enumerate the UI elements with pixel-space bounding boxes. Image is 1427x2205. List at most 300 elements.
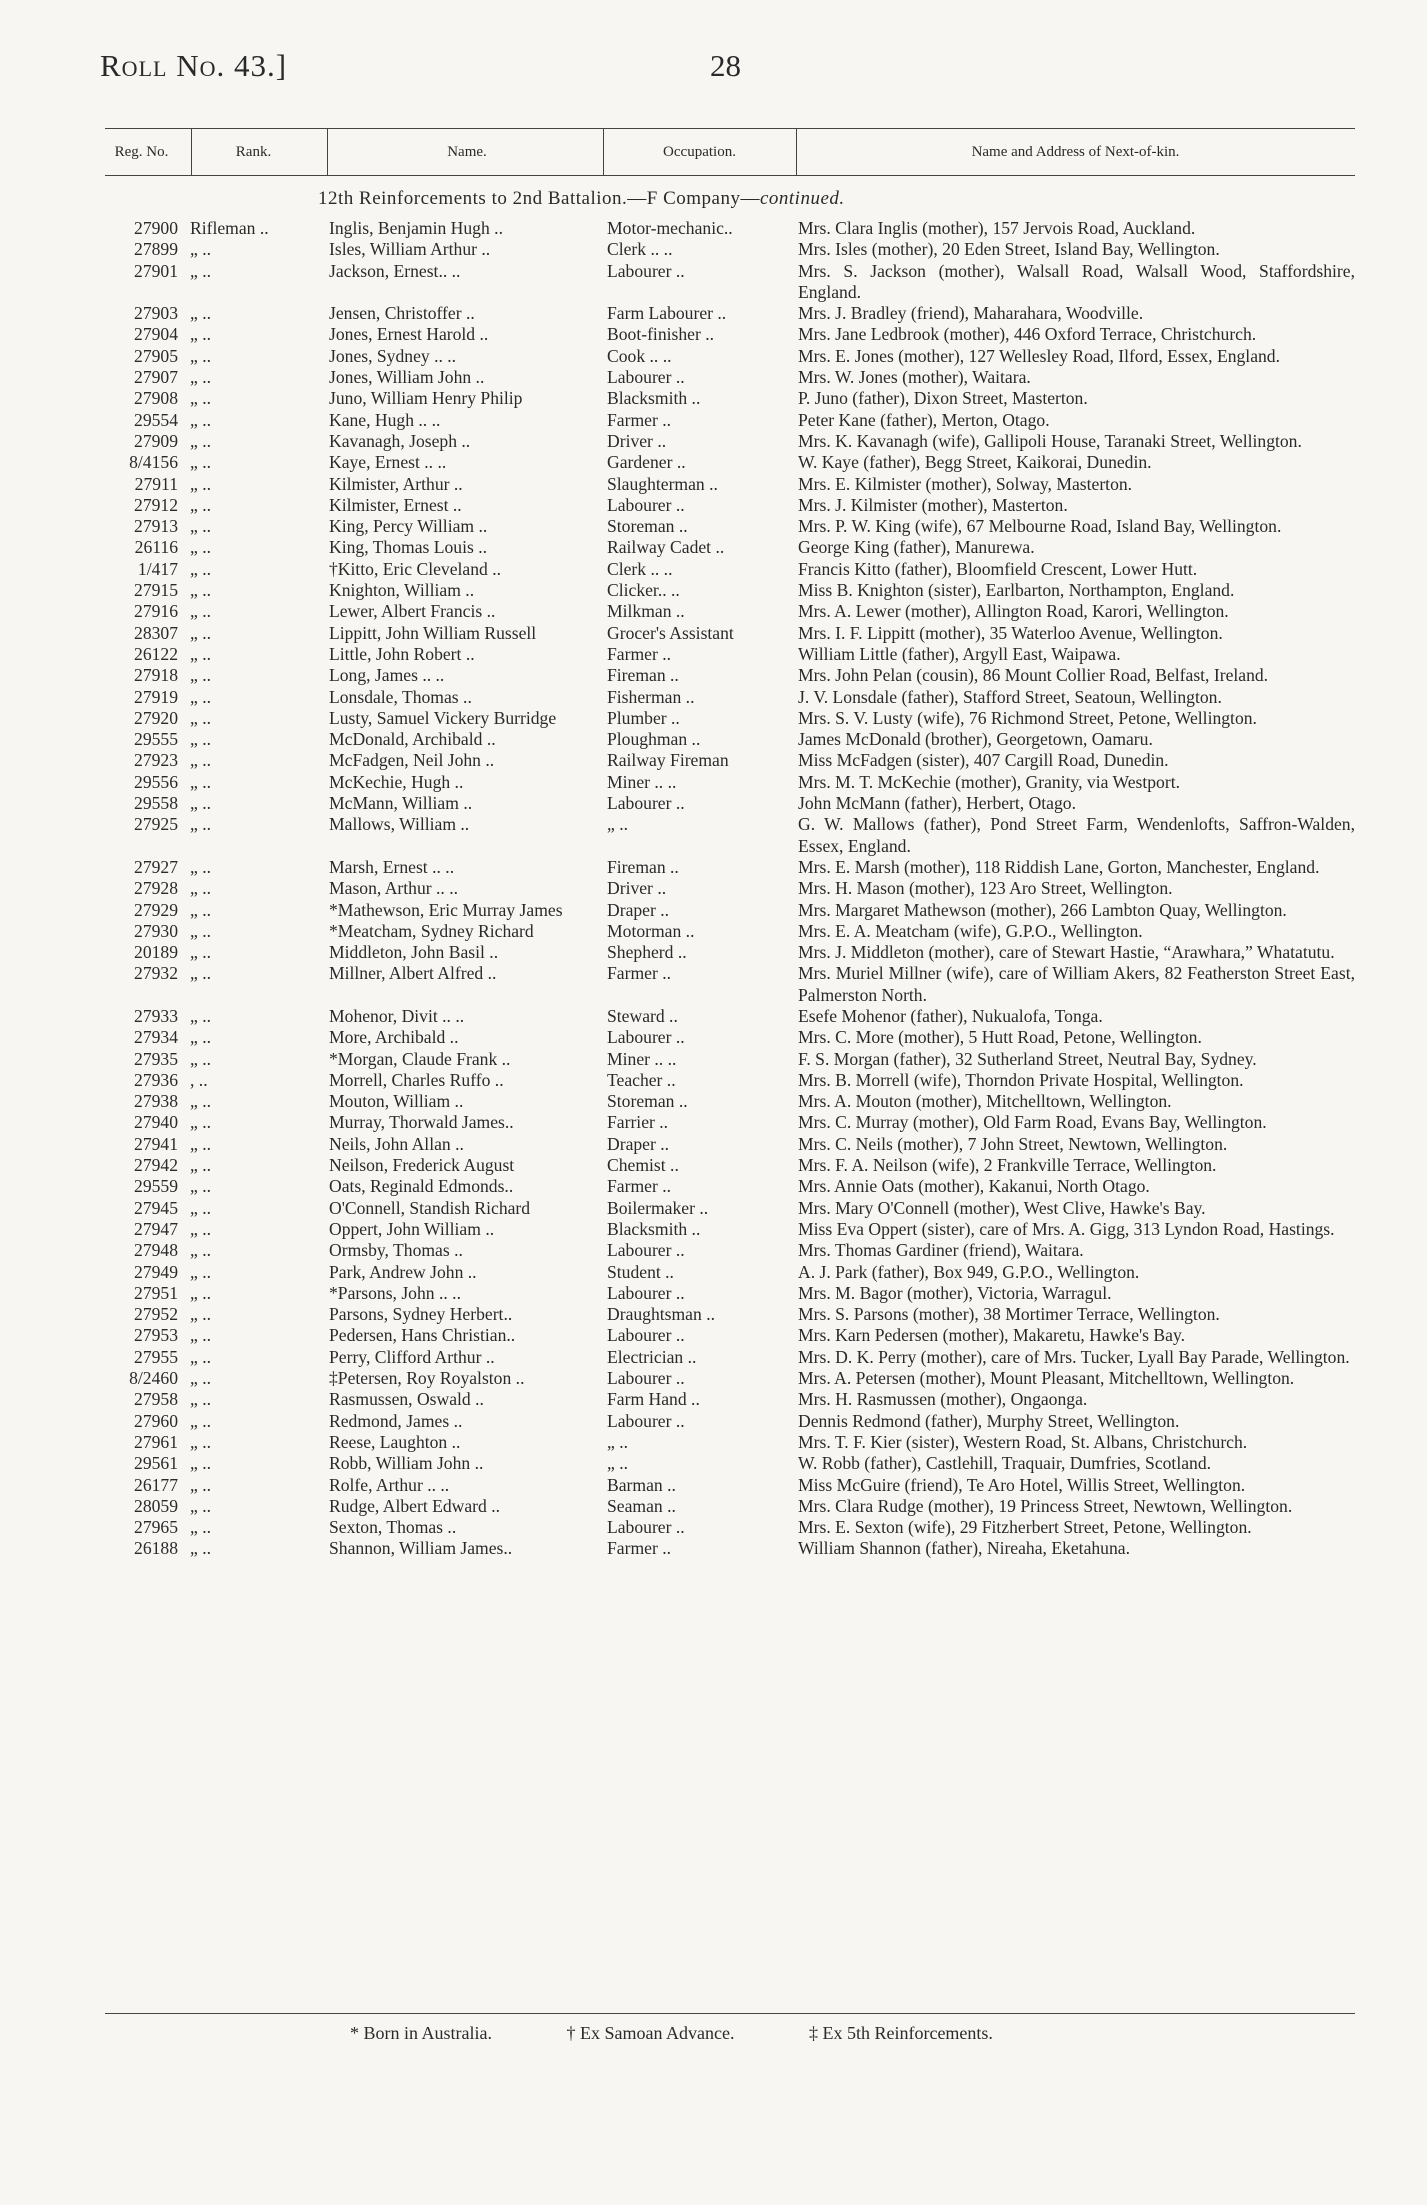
name-cell: Kilmister, Ernest .. bbox=[329, 494, 462, 515]
name-cell: McFadgen, Neil John .. bbox=[329, 750, 495, 771]
next-of-kin-cell: Mrs. Mary O'Connell (mother), West Clive, Hawke's Bay. bbox=[798, 1197, 1206, 1218]
rank-cell: „ .. bbox=[190, 622, 212, 643]
reg-no-cell: 27941 bbox=[134, 1133, 178, 1154]
reg-no-cell: 27933 bbox=[134, 1005, 178, 1026]
next-of-kin-cell: Mrs. Clara Rudge (mother), 19 Princess Street, Newtown, Wellington. bbox=[798, 1495, 1293, 1516]
next-of-kin-cell: Mrs. C. More (mother), 5 Hutt Road, Petone, Wellington. bbox=[798, 1027, 1202, 1048]
rank-cell: , .. bbox=[190, 1069, 208, 1090]
next-of-kin-cell: Mrs. C. Murray (mother), Old Farm Road, Evans Bay, Wellington. bbox=[798, 1112, 1267, 1133]
occupation-cell: Labourer .. bbox=[607, 1517, 685, 1538]
reg-no-cell: 27900 bbox=[134, 218, 178, 238]
reg-no-cell: 27961 bbox=[134, 1431, 178, 1452]
name-cell: Neilson, Frederick August bbox=[329, 1155, 515, 1176]
name-cell: Jones, Ernest Harold .. bbox=[329, 324, 489, 345]
column-header-row bbox=[105, 128, 1355, 176]
name-cell: Marsh, Ernest .. .. bbox=[329, 856, 455, 877]
next-of-kin-cell: James McDonald (brother), Georgetown, Oamaru. bbox=[798, 729, 1153, 750]
next-of-kin-cell: Mrs. A. Mouton (mother), Mitchelltown, Wellington. bbox=[798, 1091, 1172, 1112]
name-cell: Shannon, William James.. bbox=[329, 1538, 513, 1559]
next-of-kin-cell: Mrs. Margaret Mathewson (mother), 266 Lambton Quay, Wellington. bbox=[798, 899, 1287, 920]
occupation-cell: Storeman .. bbox=[607, 1091, 688, 1112]
next-of-kin-cell: Miss McFadgen (sister), 407 Cargill Road, Dunedin. bbox=[798, 750, 1169, 771]
reg-no-cell: 27903 bbox=[134, 303, 178, 324]
next-of-kin-cell: William Shannon (father), Nireaha, Eketahuna. bbox=[798, 1538, 1130, 1559]
section-title-text: 12th Reinforcements to 2nd Battalion.—F Company— bbox=[318, 188, 760, 209]
reg-no-cell: 27945 bbox=[134, 1197, 178, 1218]
reg-no-cell: 27928 bbox=[134, 878, 178, 899]
rank-cell: „ .. bbox=[190, 1048, 212, 1069]
occupation-cell: Fireman .. bbox=[607, 856, 679, 877]
table-row bbox=[105, 1091, 1355, 1112]
table-row bbox=[105, 623, 1355, 644]
next-of-kin-cell: William Little (father), Argyll East, Waipawa. bbox=[798, 643, 1121, 664]
rank-cell: „ .. bbox=[190, 1453, 212, 1474]
next-of-kin-cell: Mrs. Clara Inglis (mother), 157 Jervois Road, Auckland. bbox=[798, 218, 1196, 238]
next-of-kin-cell: Mrs. H. Mason (mother), 123 Aro Street, Wellington. bbox=[798, 878, 1173, 899]
name-cell: Jackson, Ernest.. .. bbox=[329, 260, 461, 281]
page-header bbox=[100, 48, 1330, 98]
occupation-cell: Farmer .. bbox=[607, 409, 672, 430]
occupation-cell: Milkman .. bbox=[607, 601, 685, 622]
occupation-cell: Miner .. .. bbox=[607, 1048, 677, 1069]
occupation-cell: Farmer .. bbox=[607, 1538, 672, 1559]
name-cell: Murray, Thorwald James.. bbox=[329, 1112, 514, 1133]
name-cell: Jones, William John .. bbox=[329, 367, 485, 388]
occupation-cell: Labourer .. bbox=[607, 1368, 685, 1389]
occupation-cell: „ .. bbox=[607, 1431, 629, 1452]
table-row bbox=[105, 346, 1355, 367]
name-cell: ‡Petersen, Roy Royalston .. bbox=[329, 1368, 525, 1389]
occupation-cell: Labourer .. bbox=[607, 1027, 685, 1048]
table-row bbox=[105, 1496, 1355, 1517]
name-cell: Ormsby, Thomas .. bbox=[329, 1240, 463, 1261]
name-cell: Knighton, William .. bbox=[329, 580, 475, 601]
table-row bbox=[105, 750, 1355, 771]
next-of-kin-cell: Mrs. I. F. Lippitt (mother), 35 Waterloo Avenue, Wellington. bbox=[798, 622, 1223, 643]
name-cell: †Kitto, Eric Cleveland .. bbox=[329, 558, 501, 579]
occupation-cell: Teacher .. bbox=[607, 1069, 676, 1090]
occupation-cell: Miner .. .. bbox=[607, 771, 677, 792]
rank-cell: „ .. bbox=[190, 1240, 212, 1261]
name-cell: Parsons, Sydney Herbert.. bbox=[329, 1304, 513, 1325]
next-of-kin-cell: John McMann (father), Herbert, Otago. bbox=[798, 793, 1076, 814]
table-row bbox=[105, 878, 1355, 899]
name-cell: Mallows, William .. bbox=[329, 814, 470, 835]
rank-cell: „ .. bbox=[190, 1176, 212, 1197]
reg-no-cell: 27929 bbox=[134, 899, 178, 920]
name-cell: Mouton, William .. bbox=[329, 1091, 464, 1112]
rank-cell: „ .. bbox=[190, 1133, 212, 1154]
name-cell: Perry, Clifford Arthur .. bbox=[329, 1346, 495, 1367]
occupation-cell: Blacksmith .. bbox=[607, 1218, 701, 1239]
occupation-cell: Seaman .. bbox=[607, 1495, 676, 1516]
reg-no-cell: 27907 bbox=[134, 367, 178, 388]
reg-no-cell: 29558 bbox=[134, 793, 178, 814]
table-row bbox=[105, 580, 1355, 601]
reg-no-cell: 27934 bbox=[134, 1027, 178, 1048]
reg-no-cell: 27925 bbox=[134, 814, 178, 835]
occupation-cell: Clicker.. .. bbox=[607, 580, 680, 601]
next-of-kin-cell: Mrs. K. Kavanagh (wife), Gallipoli House, Taranaki Street, Wellington. bbox=[798, 430, 1302, 451]
table-row bbox=[105, 537, 1355, 558]
occupation-cell: Boot-finisher .. bbox=[607, 324, 715, 345]
occupation-cell: Clerk .. .. bbox=[607, 239, 673, 260]
column-header-name: Name. bbox=[447, 144, 487, 160]
next-of-kin-cell: Mrs. D. K. Perry (mother), care of Mrs. Tucker, Lyall Bay Parade, Wellington. bbox=[798, 1346, 1350, 1367]
rank-cell: „ .. bbox=[190, 473, 212, 494]
rank-cell: Rifleman .. bbox=[190, 218, 269, 238]
rank-cell: „ .. bbox=[190, 814, 212, 835]
name-cell: King, Thomas Louis .. bbox=[329, 537, 488, 558]
next-of-kin-cell: Miss B. Knighton (sister), Earlbarton, Northampton, England. bbox=[798, 580, 1235, 601]
reg-no-cell: 26188 bbox=[134, 1538, 178, 1559]
occupation-cell: Draughtsman .. bbox=[607, 1304, 715, 1325]
rank-cell: „ .. bbox=[190, 750, 212, 771]
next-of-kin-cell: Mrs. E. Jones (mother), 127 Wellesley Road, Ilford, Essex, England. bbox=[798, 345, 1280, 366]
section-title bbox=[318, 188, 1118, 210]
name-cell: *Parsons, John .. .. bbox=[329, 1282, 461, 1303]
table-row bbox=[105, 218, 1355, 239]
reg-no-cell: 27948 bbox=[134, 1240, 178, 1261]
rank-cell: „ .. bbox=[190, 239, 212, 260]
rank-cell: „ .. bbox=[190, 324, 212, 345]
reg-no-cell: 8/2460 bbox=[129, 1368, 178, 1389]
next-of-kin-cell: G. W. Mallows (father), Pond Street Farm, Wendenlofts, Saffron-Walden, Essex, England. bbox=[798, 814, 1355, 856]
page-number: 28 bbox=[710, 48, 741, 83]
occupation-cell: Farm Labourer .. bbox=[607, 303, 727, 324]
name-cell: Inglis, Benjamin Hugh .. bbox=[329, 218, 503, 238]
table-row bbox=[105, 1176, 1355, 1197]
table-row bbox=[105, 1112, 1355, 1133]
next-of-kin-cell: Mrs. S. V. Lusty (wife), 76 Richmond Street, Petone, Wellington. bbox=[798, 707, 1257, 728]
footnote-ex-samoan-advance: † Ex Samoan Advance. bbox=[566, 2023, 735, 2043]
next-of-kin-cell: Mrs. T. F. Kier (sister), Western Road, St. Albans, Christchurch. bbox=[798, 1431, 1248, 1452]
rank-cell: „ .. bbox=[190, 537, 212, 558]
name-cell: Morrell, Charles Ruffo .. bbox=[329, 1069, 504, 1090]
rank-cell: „ .. bbox=[190, 452, 212, 473]
table-row bbox=[105, 452, 1355, 473]
rank-cell: „ .. bbox=[190, 303, 212, 324]
next-of-kin-cell: Mrs. E. Marsh (mother), 118 Riddish Lane, Gorton, Manchester, England. bbox=[798, 856, 1320, 877]
reg-no-cell: 20189 bbox=[134, 942, 178, 963]
next-of-kin-cell: Peter Kane (father), Merton, Otago. bbox=[798, 409, 1050, 430]
rank-cell: „ .. bbox=[190, 1155, 212, 1176]
reg-no-cell: 27951 bbox=[134, 1282, 178, 1303]
occupation-cell: Farmer .. bbox=[607, 643, 672, 664]
rank-cell: „ .. bbox=[190, 601, 212, 622]
table-row bbox=[105, 687, 1355, 708]
occupation-cell: Farmer .. bbox=[607, 1176, 672, 1197]
table-row bbox=[105, 1006, 1355, 1027]
rank-cell: „ .. bbox=[190, 899, 212, 920]
occupation-cell: „ .. bbox=[607, 814, 629, 835]
reg-no-cell: 27916 bbox=[134, 601, 178, 622]
reg-no-cell: 27915 bbox=[134, 580, 178, 601]
name-cell: Redmond, James .. bbox=[329, 1410, 463, 1431]
name-cell: *Morgan, Claude Frank .. bbox=[329, 1048, 511, 1069]
reg-no-cell: 27935 bbox=[134, 1048, 178, 1069]
column-header-rank: Rank. bbox=[235, 144, 272, 160]
footnotes bbox=[350, 2023, 1250, 2044]
next-of-kin-cell: Mrs. C. Neils (mother), 7 John Street, Newtown, Wellington. bbox=[798, 1133, 1228, 1154]
reg-no-cell: 26116 bbox=[134, 537, 178, 558]
occupation-cell: Farrier .. bbox=[607, 1112, 669, 1133]
table-row bbox=[105, 1134, 1355, 1155]
bottom-rule bbox=[105, 2013, 1355, 2014]
name-cell: Little, John Robert .. bbox=[329, 643, 475, 664]
occupation-cell: Railway Fireman bbox=[607, 750, 729, 771]
table-row bbox=[105, 1432, 1355, 1453]
rank-cell: „ .. bbox=[190, 1410, 212, 1431]
next-of-kin-cell: George King (father), Manurewa. bbox=[798, 537, 1035, 558]
table-row bbox=[105, 239, 1355, 260]
roll-table bbox=[105, 218, 1355, 1560]
next-of-kin-cell: Mrs. F. A. Neilson (wife), 2 Frankville Terrace, Wellington. bbox=[798, 1155, 1217, 1176]
rank-cell: „ .. bbox=[190, 1538, 212, 1559]
name-cell: *Mathewson, Eric Murray James bbox=[329, 899, 563, 920]
next-of-kin-cell: J. V. Lonsdale (father), Stafford Street, Seatoun, Wellington. bbox=[798, 686, 1222, 707]
name-cell: Kaye, Ernest .. .. bbox=[329, 452, 447, 473]
rank-cell: „ .. bbox=[190, 1112, 212, 1133]
occupation-cell: Cook .. .. bbox=[607, 345, 672, 366]
table-row bbox=[105, 814, 1355, 857]
reg-no-cell: 1/417 bbox=[137, 558, 178, 579]
reg-no-cell: 27911 bbox=[134, 473, 178, 494]
next-of-kin-cell: Mrs. E. Kilmister (mother), Solway, Masterton. bbox=[798, 473, 1133, 494]
reg-no-cell: 27952 bbox=[134, 1304, 178, 1325]
rank-cell: „ .. bbox=[190, 1261, 212, 1282]
reg-no-cell: 29561 bbox=[134, 1453, 178, 1474]
occupation-cell: Farm Hand .. bbox=[607, 1389, 700, 1410]
name-cell: Jones, Sydney .. .. bbox=[329, 345, 457, 366]
occupation-cell: Labourer .. bbox=[607, 1325, 685, 1346]
table-row bbox=[105, 665, 1355, 686]
table-row bbox=[105, 303, 1355, 324]
occupation-cell: Shepherd .. bbox=[607, 942, 687, 963]
reg-no-cell: 27908 bbox=[134, 388, 178, 409]
next-of-kin-cell: Miss McGuire (friend), Te Aro Hotel, Willis Street, Wellington. bbox=[798, 1474, 1246, 1495]
rank-cell: „ .. bbox=[190, 856, 212, 877]
rank-cell: „ .. bbox=[190, 771, 212, 792]
reg-no-cell: 28307 bbox=[134, 622, 178, 643]
name-cell: McKechie, Hugh .. bbox=[329, 771, 464, 792]
name-cell: Neils, John Allan .. bbox=[329, 1133, 464, 1154]
rank-cell: „ .. bbox=[190, 580, 212, 601]
occupation-cell: „ .. bbox=[607, 1453, 629, 1474]
rank-cell: „ .. bbox=[190, 1027, 212, 1048]
next-of-kin-cell: Mrs. M. T. McKechie (mother), Granity, via Westport. bbox=[798, 771, 1180, 792]
rank-cell: „ .. bbox=[190, 1282, 212, 1303]
table-row bbox=[105, 601, 1355, 622]
next-of-kin-cell: Mrs. M. Bagor (mother), Victoria, Warragul. bbox=[798, 1282, 1112, 1303]
table-row bbox=[105, 1027, 1355, 1048]
table-row bbox=[105, 921, 1355, 942]
name-cell: Oppert, John William .. bbox=[329, 1218, 495, 1239]
name-cell: Lonsdale, Thomas .. bbox=[329, 686, 472, 707]
reg-no-cell: 27912 bbox=[134, 494, 178, 515]
occupation-cell: Plumber .. bbox=[607, 707, 680, 728]
next-of-kin-cell: Mrs. Jane Ledbrook (mother), 446 Oxford Terrace, Christchurch. bbox=[798, 324, 1257, 345]
reg-no-cell: 26122 bbox=[134, 643, 178, 664]
name-cell: Jensen, Christoffer .. bbox=[329, 303, 475, 324]
reg-no-cell: 28059 bbox=[134, 1495, 178, 1516]
table-row bbox=[105, 1155, 1355, 1176]
rank-cell: „ .. bbox=[190, 1389, 212, 1410]
occupation-cell: Slaughterman .. bbox=[607, 473, 718, 494]
reg-no-cell: 29554 bbox=[134, 409, 178, 430]
table-row bbox=[105, 1049, 1355, 1070]
reg-no-cell: 27927 bbox=[134, 856, 178, 877]
table-row bbox=[105, 857, 1355, 878]
reg-no-cell: 27909 bbox=[134, 430, 178, 451]
table-row bbox=[105, 1538, 1355, 1559]
occupation-cell: Steward .. bbox=[607, 1005, 678, 1026]
table-row bbox=[105, 1453, 1355, 1474]
next-of-kin-cell: Mrs. H. Rasmussen (mother), Ongaonga. bbox=[798, 1389, 1088, 1410]
occupation-cell: Labourer .. bbox=[607, 1410, 685, 1431]
name-cell: Rudge, Albert Edward .. bbox=[329, 1495, 501, 1516]
occupation-cell: Student .. bbox=[607, 1261, 674, 1282]
table-row bbox=[105, 1240, 1355, 1261]
table-row bbox=[105, 1475, 1355, 1496]
name-cell: More, Archibald .. bbox=[329, 1027, 459, 1048]
table-row bbox=[105, 1219, 1355, 1240]
name-cell: Park, Andrew John .. bbox=[329, 1261, 477, 1282]
reg-no-cell: 27938 bbox=[134, 1091, 178, 1112]
table-row bbox=[105, 1198, 1355, 1219]
table-row bbox=[105, 1517, 1355, 1538]
column-header-occupation: Occupation. bbox=[663, 144, 736, 160]
occupation-cell: Barman .. bbox=[607, 1474, 676, 1495]
reg-no-cell: 27940 bbox=[134, 1112, 178, 1133]
rank-cell: „ .. bbox=[190, 963, 212, 984]
reg-no-cell: 27953 bbox=[134, 1325, 178, 1346]
table-row bbox=[105, 1070, 1355, 1091]
name-cell: Lewer, Albert Francis .. bbox=[329, 601, 496, 622]
occupation-cell: Draper .. bbox=[607, 1133, 670, 1154]
reg-no-cell: 27942 bbox=[134, 1155, 178, 1176]
name-cell: *Meatcham, Sydney Richard bbox=[329, 920, 534, 941]
occupation-cell: Fireman .. bbox=[607, 665, 679, 686]
next-of-kin-cell: Mrs. P. W. King (wife), 67 Melbourne Road, Island Bay, Wellington. bbox=[798, 516, 1282, 537]
name-cell: Rasmussen, Oswald .. bbox=[329, 1389, 484, 1410]
rank-cell: „ .. bbox=[190, 367, 212, 388]
occupation-cell: Draper .. bbox=[607, 899, 670, 920]
reg-no-cell: 27955 bbox=[134, 1346, 178, 1367]
next-of-kin-cell: Mrs. A. Petersen (mother), Mount Pleasant, Mitchelltown, Wellington. bbox=[798, 1368, 1295, 1389]
name-cell: Lippitt, John William Russell bbox=[329, 622, 537, 643]
occupation-cell: Ploughman .. bbox=[607, 729, 701, 750]
rank-cell: „ .. bbox=[190, 1368, 212, 1389]
table-row bbox=[105, 942, 1355, 963]
occupation-cell: Labourer .. bbox=[607, 793, 685, 814]
next-of-kin-cell: Mrs. Muriel Millner (wife), care of William Akers, 82 Featherston Street East, Palmerston North. bbox=[798, 963, 1355, 1005]
name-cell: Mohenor, Divit .. .. bbox=[329, 1005, 465, 1026]
table-row bbox=[105, 410, 1355, 431]
name-cell: Sexton, Thomas .. bbox=[329, 1517, 457, 1538]
name-cell: McDonald, Archibald .. bbox=[329, 729, 496, 750]
name-cell: Kilmister, Arthur .. bbox=[329, 473, 463, 494]
occupation-cell: Labourer .. bbox=[607, 494, 685, 515]
table-row bbox=[105, 474, 1355, 495]
next-of-kin-cell: Esefe Mohenor (father), Nukualofa, Tonga. bbox=[798, 1005, 1103, 1026]
next-of-kin-cell: Mrs. Isles (mother), 20 Eden Street, Island Bay, Wellington. bbox=[798, 239, 1220, 260]
next-of-kin-cell: Mrs. Annie Oats (mother), Kakanui, North Otago. bbox=[798, 1176, 1150, 1197]
next-of-kin-cell: Mrs. Karn Pedersen (mother), Makaretu, Hawke's Bay. bbox=[798, 1325, 1186, 1346]
table-row bbox=[105, 431, 1355, 452]
rank-cell: „ .. bbox=[190, 1495, 212, 1516]
table-row bbox=[105, 1389, 1355, 1410]
footnote-ex-5th-reinforcements: ‡ Ex 5th Reinforcements. bbox=[808, 2023, 993, 2043]
reg-no-cell: 27932 bbox=[134, 963, 178, 984]
reg-no-cell: 27958 bbox=[134, 1389, 178, 1410]
reg-no-cell: 27936 bbox=[134, 1069, 178, 1090]
rank-cell: „ .. bbox=[190, 665, 212, 686]
rank-cell: „ .. bbox=[190, 345, 212, 366]
name-cell: Juno, William Henry Philip bbox=[329, 388, 523, 409]
table-row bbox=[105, 261, 1355, 304]
occupation-cell: Motor-mechanic.. bbox=[607, 218, 733, 238]
name-cell: Reese, Laughton .. bbox=[329, 1431, 461, 1452]
reg-no-cell: 27960 bbox=[134, 1410, 178, 1431]
table-row bbox=[105, 1411, 1355, 1432]
name-cell: Pedersen, Hans Christian.. bbox=[329, 1325, 516, 1346]
next-of-kin-cell: Mrs. J. Bradley (friend), Maharahara, Woodville. bbox=[798, 303, 1144, 324]
rank-cell: „ .. bbox=[190, 920, 212, 941]
occupation-cell: Motorman .. bbox=[607, 920, 695, 941]
occupation-cell: Labourer .. bbox=[607, 260, 685, 281]
reg-no-cell: 8/4156 bbox=[129, 452, 178, 473]
occupation-cell: Clerk .. .. bbox=[607, 558, 673, 579]
name-cell: Rolfe, Arthur .. .. bbox=[329, 1474, 450, 1495]
next-of-kin-cell: Mrs. S. Parsons (mother), 38 Mortimer Terrace, Wellington. bbox=[798, 1304, 1220, 1325]
next-of-kin-cell: Mrs. John Pelan (cousin), 86 Mount Collier Road, Belfast, Ireland. bbox=[798, 665, 1269, 686]
reg-no-cell: 27965 bbox=[134, 1517, 178, 1538]
rank-cell: „ .. bbox=[190, 1218, 212, 1239]
rank-cell: „ .. bbox=[190, 1474, 212, 1495]
name-cell: Mason, Arthur .. .. bbox=[329, 878, 459, 899]
next-of-kin-cell: Miss Eva Oppert (sister), care of Mrs. A. Gigg, 313 Lyndon Road, Hastings. bbox=[798, 1218, 1335, 1239]
table-row bbox=[105, 644, 1355, 665]
reg-no-cell: 27949 bbox=[134, 1261, 178, 1282]
table-row bbox=[105, 1262, 1355, 1283]
rank-cell: „ .. bbox=[190, 878, 212, 899]
table-row bbox=[105, 388, 1355, 409]
next-of-kin-cell: Mrs. E. A. Meatcham (wife), G.P.O., Wellington. bbox=[798, 920, 1143, 941]
occupation-cell: Gardener .. bbox=[607, 452, 686, 473]
next-of-kin-cell: Mrs. B. Morrell (wife), Thorndon Private Hospital, Wellington. bbox=[798, 1069, 1244, 1090]
occupation-cell: Farmer .. bbox=[607, 963, 672, 984]
next-of-kin-cell: W. Robb (father), Castlehill, Traquair, Dumfries, Scotland. bbox=[798, 1453, 1212, 1474]
occupation-cell: Electrician .. bbox=[607, 1346, 697, 1367]
table-row bbox=[105, 1325, 1355, 1346]
next-of-kin-cell: Mrs. W. Jones (mother), Waitara. bbox=[798, 367, 1031, 388]
occupation-cell: Fisherman .. bbox=[607, 686, 695, 707]
occupation-cell: Blacksmith .. bbox=[607, 388, 701, 409]
table-row bbox=[105, 729, 1355, 750]
table-row bbox=[105, 367, 1355, 388]
rank-cell: „ .. bbox=[190, 494, 212, 515]
next-of-kin-cell: Mrs. J. Kilmister (mother), Masterton. bbox=[798, 494, 1068, 515]
next-of-kin-cell: Mrs. J. Middleton (mother), care of Stewart Hastie, “Arawhara,” Whatatutu. bbox=[798, 942, 1335, 963]
name-cell: King, Percy William .. bbox=[329, 516, 488, 537]
column-header-reg-no: Reg. No. bbox=[114, 144, 169, 160]
reg-no-cell: 27905 bbox=[134, 345, 178, 366]
reg-no-cell: 27918 bbox=[134, 665, 178, 686]
name-cell: Middleton, John Basil .. bbox=[329, 942, 499, 963]
next-of-kin-cell: Mrs. A. Lewer (mother), Allington Road, Karori, Wellington. bbox=[798, 601, 1229, 622]
occupation-cell: Labourer .. bbox=[607, 1240, 685, 1261]
